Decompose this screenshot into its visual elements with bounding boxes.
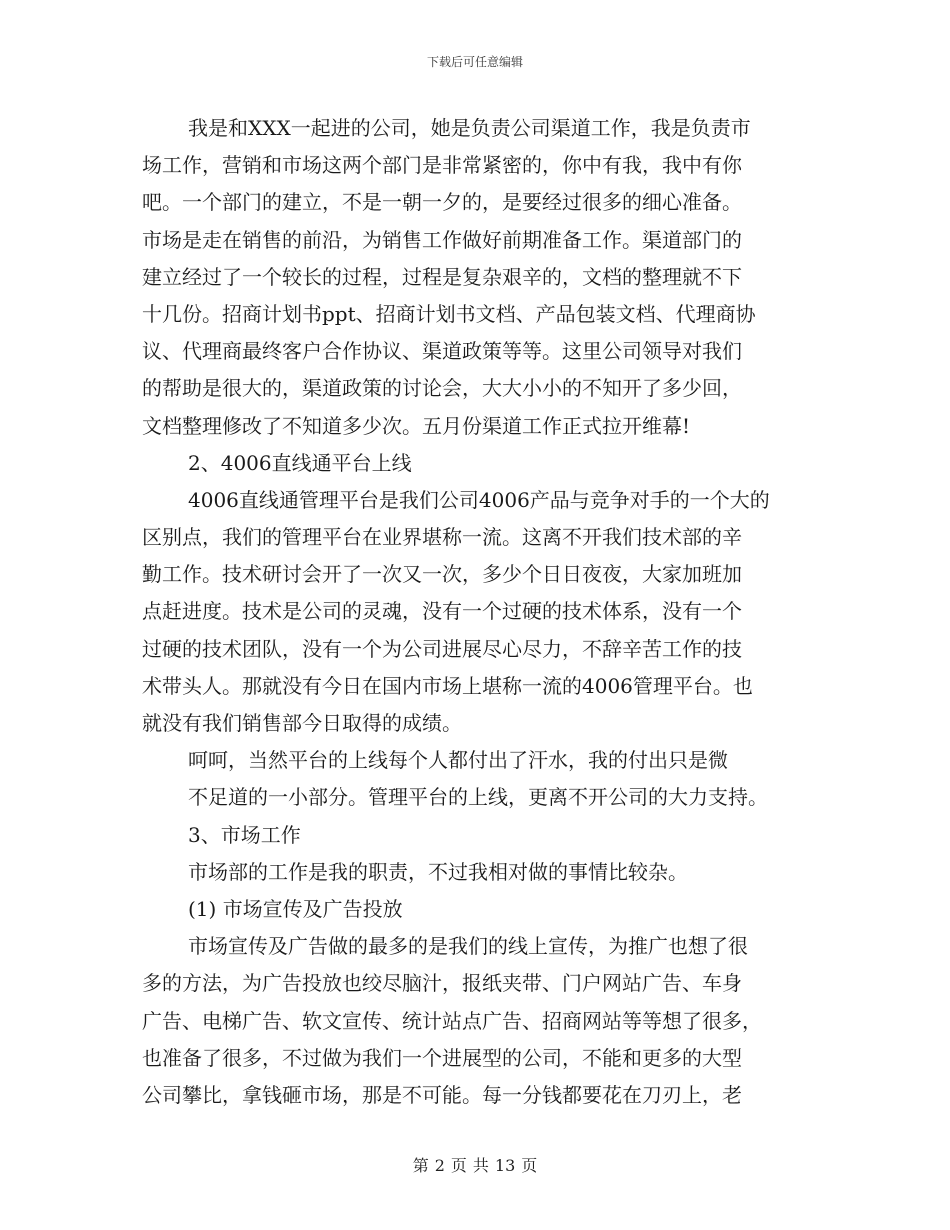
text-line: 的帮助是很大的，渠道政策的讨论会，大大小小的不知开了多少回， — [142, 376, 742, 401]
text-line: 吧。一个部门的建立，不是一朝一夕的，是要经过很多的细心准备。 — [142, 190, 742, 215]
footer-ye: 页 — [521, 1156, 538, 1175]
footer-gong: 共 — [472, 1156, 489, 1175]
text-line: 建立经过了一个较长的过程，过程是复杂艰辛的，文档的整理就不下 — [142, 264, 742, 289]
page-footer — [0, 1153, 950, 1176]
text-line: 就没有我们销售部今日取得的成绩。 — [142, 711, 462, 735]
text-line: 广告、电梯广告、软文宣传、统计站点广告、招商网站等等想了很多， — [142, 1008, 762, 1033]
text-line: 十几份。招商计划书ppt、招商计划书文档、产品包装文档、代理商协 — [142, 301, 756, 326]
text-line: 过硬的技术团队，没有一个为公司进展尽心尽力，不辞辛苦工作的技 — [142, 636, 742, 661]
page-header-note: 下载后可任意编辑 — [426, 55, 523, 69]
text-line: 文档整理修改了不知道多少次。五月份渠道工作正式拉开维幕! — [142, 413, 691, 438]
text-line: 市场宣传及广告做的最多的是我们的线上宣传，为推广也想了很 — [188, 934, 748, 959]
current-page-number: 2 — [434, 1156, 445, 1175]
text-line: 议、代理商最终客户合作协议、渠道政策等等。这里公司领导对我们 — [142, 339, 742, 364]
text-line: 点赶进度。技术是公司的灵魂，没有一个过硬的技术体系，没有一个 — [142, 599, 742, 624]
text-line: 公司攀比，拿钱砸市场，那是不可能。每一分钱都要花在刀刃上，老 — [142, 1082, 742, 1107]
footer-ye: 页 — [450, 1156, 467, 1175]
text-line: 勤工作。技术研讨会开了一次又一次，多少个日日夜夜，大家加班加 — [142, 562, 742, 587]
total-pages-number: 13 — [494, 1156, 516, 1175]
text-line: 场工作，营销和市场这两个部门是非常紧密的，你中有我，我中有你 — [142, 153, 742, 178]
footer-di: 第 — [412, 1156, 429, 1175]
text-line: 术带头人。那就没有今日在国内市场上堪称一流的4006管理平台。也 — [142, 673, 753, 698]
text-line: 呵呵，当然平台的上线每个人都付出了汗水，我的付出只是微 — [188, 748, 728, 773]
section-heading: 2、4006直线通平台上线 — [188, 450, 412, 475]
text-line: 多的方法，为广告投放也绞尽脑汁，报纸夹带、门户网站广告、车身 — [142, 971, 742, 996]
text-line: 也准备了很多，不过做为我们一个进展型的公司，不能和更多的大型 — [142, 1045, 742, 1070]
text-line: 我是和XXX一起进的公司，她是负责公司渠道工作，我是负责市 — [188, 116, 751, 140]
subsection-heading: (1) 市场宣传及广告投放 — [188, 896, 403, 921]
text-line: 区别点，我们的管理平台在业界堪称一流。这离不开我们技术部的辛 — [142, 525, 742, 550]
section-heading: 3、市场工作 — [188, 822, 301, 847]
text-line: 市场部的工作是我的职责，不过我相对做的事情比较杂。 — [188, 859, 688, 884]
text-line: 4006直线通管理平台是我们公司4006产品与竞争对手的一个大的 — [188, 487, 770, 512]
document-body — [142, 110, 812, 1114]
text-line: 不足道的一小部分。管理平台的上线，更离不开公司的大力支持。 — [188, 785, 768, 810]
text-line: 市场是走在销售的前沿，为销售工作做好前期准备工作。渠道部门的 — [142, 227, 742, 252]
